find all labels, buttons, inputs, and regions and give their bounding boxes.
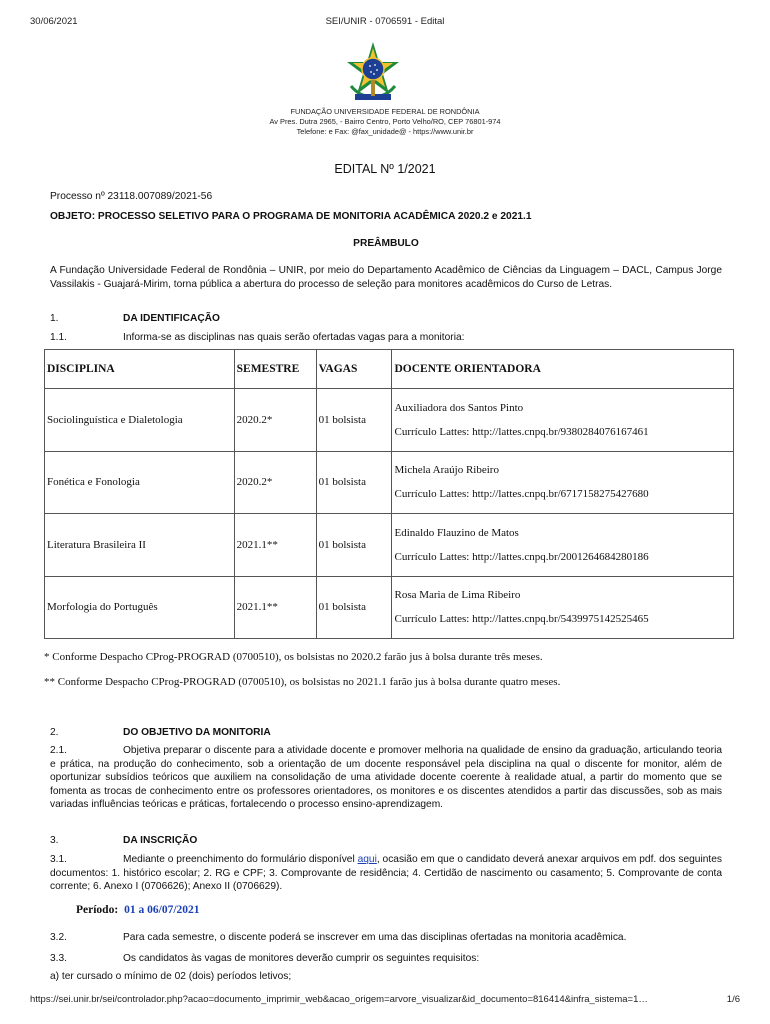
institution-block xyxy=(0,107,770,137)
section-3-1-text-pre: Mediante o preenchimento do formulário disponível xyxy=(123,854,358,865)
periodo-line xyxy=(76,904,200,916)
disciplines-table xyxy=(44,349,734,639)
print-header xyxy=(30,16,740,30)
section-1-title: DA IDENTIFICAÇÃO xyxy=(123,313,220,324)
section-3-3 xyxy=(50,952,722,966)
cell-semestre: 2021.1** xyxy=(234,514,316,577)
section-2-title: DO OBJETIVO DA MONITORIA xyxy=(123,727,271,738)
section-3-3-a: a) ter cursado o mínimo de 02 (dois) períodos letivos; xyxy=(50,971,292,982)
cell-semestre: 2020.2* xyxy=(234,389,316,452)
docente-lattes: Currículo Lattes: http://lattes.cnpq.br/2001264684280186 xyxy=(394,550,649,563)
institution-contact: Telefone: e Fax: @fax_unidade@ - https://www.unir.br xyxy=(296,127,474,136)
section-3-2-number: 3.2. xyxy=(50,932,67,943)
header-vagas: VAGAS xyxy=(316,350,392,389)
section-1-number: 1. xyxy=(50,313,59,324)
section-3-title: DA INSCRIÇÃO xyxy=(123,835,198,846)
section-1-1 xyxy=(50,331,722,345)
brazil-coat-of-arms-icon xyxy=(341,40,405,104)
docente-lattes: Currículo Lattes: http://lattes.cnpq.br/5439975142525465 xyxy=(394,613,649,626)
cell-disciplina: Fonética e Fonologia xyxy=(45,451,235,514)
footnote-1: * Conforme Despacho CProg-PROGRAD (0700510), os bolsistas no 2020.2 farão jus à bolsa durante três meses. xyxy=(44,651,543,663)
cell-vagas: 01 bolsista xyxy=(316,576,392,639)
section-2-1 xyxy=(50,744,722,812)
header-docente: DOCENTE ORIENTADORA xyxy=(392,350,734,389)
section-1-1-number: 1.1. xyxy=(50,332,67,343)
docente-name: Auxiliadora dos Santos Pinto xyxy=(394,401,524,414)
docente-name: Rosa Maria de Lima Ribeiro xyxy=(394,589,521,602)
cell-docente xyxy=(392,389,734,452)
cell-docente xyxy=(392,451,734,514)
section-2-1-number: 2.1. xyxy=(50,745,67,756)
table-row xyxy=(45,389,734,452)
institution-address: Av Pres. Dutra 2965, - Bairro Centro, Porto Velho/RO, CEP 76801-974 xyxy=(269,117,501,126)
preambulo-text: A Fundação Universidade Federal de Rondônia – UNIR, por meio do Departamento Acadêmico de Ciências da Linguagem – DACL, Campus Jorge Vassilakis - Guajará-Mirim, torna pública a abertura do processo de seleção para monitores acadêmicos do Curso de Letras. xyxy=(50,265,722,290)
cell-docente xyxy=(392,576,734,639)
section-2-heading xyxy=(50,726,722,740)
cell-vagas: 01 bolsista xyxy=(316,514,392,577)
institution-name: FUNDAÇÃO UNIVERSIDADE FEDERAL DE RONDÔNIA xyxy=(290,107,480,116)
section-3-1 xyxy=(50,853,722,894)
footnote-2: ** Conforme Despacho CProg-PROGRAD (0700510), os bolsistas no 2021.1 farão jus à bolsa durante quatro meses. xyxy=(44,676,561,688)
print-footer xyxy=(30,994,740,1008)
cell-semestre: 2020.2* xyxy=(234,451,316,514)
docente-lattes: Currículo Lattes: http://lattes.cnpq.br/6717158275427680 xyxy=(394,488,649,501)
cell-disciplina: Sociolinguística e Dialetologia xyxy=(45,389,235,452)
header-semestre: SEMESTRE xyxy=(234,350,316,389)
section-3-1-text-post: , ocasião em que o candidato deverá anexar arquivos em pdf. dos seguintes documentos: 1. histórico escolar; 2. RG e CPF; 3. Comprovante de residência; 4. Certidão de nascimento ou casamento; 5. Comprovante de conta corrente; 6. Anexo I (0706626); Anexo II (0706629). xyxy=(50,854,722,893)
section-3-heading xyxy=(50,834,722,848)
cell-disciplina: Morfologia do Português xyxy=(45,576,235,639)
table-row xyxy=(45,451,734,514)
objeto-line: OBJETO: PROCESSO SELETIVO PARA O PROGRAMA DE MONITORIA ACADÊMICA 2020.2 e 2021.1 xyxy=(50,211,532,222)
periodo-label: Período: xyxy=(76,904,119,916)
docente-name: Michela Araújo Ribeiro xyxy=(394,464,499,477)
cell-disciplina: Literatura Brasileira II xyxy=(45,514,235,577)
cell-vagas: 01 bolsista xyxy=(316,389,392,452)
section-3-number: 3. xyxy=(50,835,59,846)
section-3-3-number: 3.3. xyxy=(50,953,67,964)
print-url: https://sei.unir.br/sei/controlador.php?acao=documento_imprimir_web&acao_origem=arvore_visualizar&id_documento=816414&infra_sistema=1… xyxy=(30,994,648,1005)
docente-lattes: Currículo Lattes: http://lattes.cnpq.br/9380284076167461 xyxy=(394,425,649,438)
print-date: 30/06/2021 xyxy=(30,16,78,27)
table-row xyxy=(45,514,734,577)
section-3-2-text: Para cada semestre, o discente poderá se inscrever em uma das disciplinas ofertadas na monitoria acadêmica. xyxy=(123,932,627,943)
cell-docente xyxy=(392,514,734,577)
section-3-1-number: 3.1. xyxy=(50,854,67,865)
processo-number: Processo nº 23118.007089/2021-56 xyxy=(50,191,213,202)
table-header-row xyxy=(45,350,734,389)
table-row xyxy=(45,576,734,639)
form-link[interactable]: aqui xyxy=(357,854,377,865)
print-page-number: 1/6 xyxy=(726,994,740,1005)
section-2-number: 2. xyxy=(50,727,59,738)
section-1-heading xyxy=(50,312,722,326)
cell-semestre: 2021.1** xyxy=(234,576,316,639)
section-1-1-text: Informa-se as disciplinas nas quais serão ofertadas vagas para a monitoria: xyxy=(123,332,465,343)
docente-name: Edinaldo Flauzino de Matos xyxy=(394,526,519,539)
periodo-value: 01 a 06/07/2021 xyxy=(124,904,200,916)
section-3-3-text: Os candidatos às vagas de monitores deverão cumprir os seguintes requisitos: xyxy=(123,953,480,964)
section-3-2 xyxy=(50,931,722,945)
cell-vagas: 01 bolsista xyxy=(316,451,392,514)
print-title: SEI/UNIR - 0706591 - Edital xyxy=(325,16,445,27)
header-disciplina: DISCIPLINA xyxy=(45,350,235,389)
preambulo-heading: PREÂMBULO xyxy=(353,238,419,249)
document-title: EDITAL Nº 1/2021 xyxy=(334,162,436,176)
section-2-1-text: Objetiva preparar o discente para a atividade docente e promover melhoria na qualidade de ensino da graduação, articulando teoria e prática, na produção do conhecimento, sob a orientação de um docente responsável pela disciplina na qual o discente for monitor, além de oportunizar subsídios teóricos que auxiliem na consolidação de uma atividade docente coerente à realidade atual, a partir do momento que se fomenta as trocas de conhecimento entre os professores orientadores, os monitores e os discentes atendidos a partir das discussões, sob as mais variadas influências teóricas e práticas, fortalecendo o processo ensino-aprendizagem. xyxy=(50,745,722,811)
